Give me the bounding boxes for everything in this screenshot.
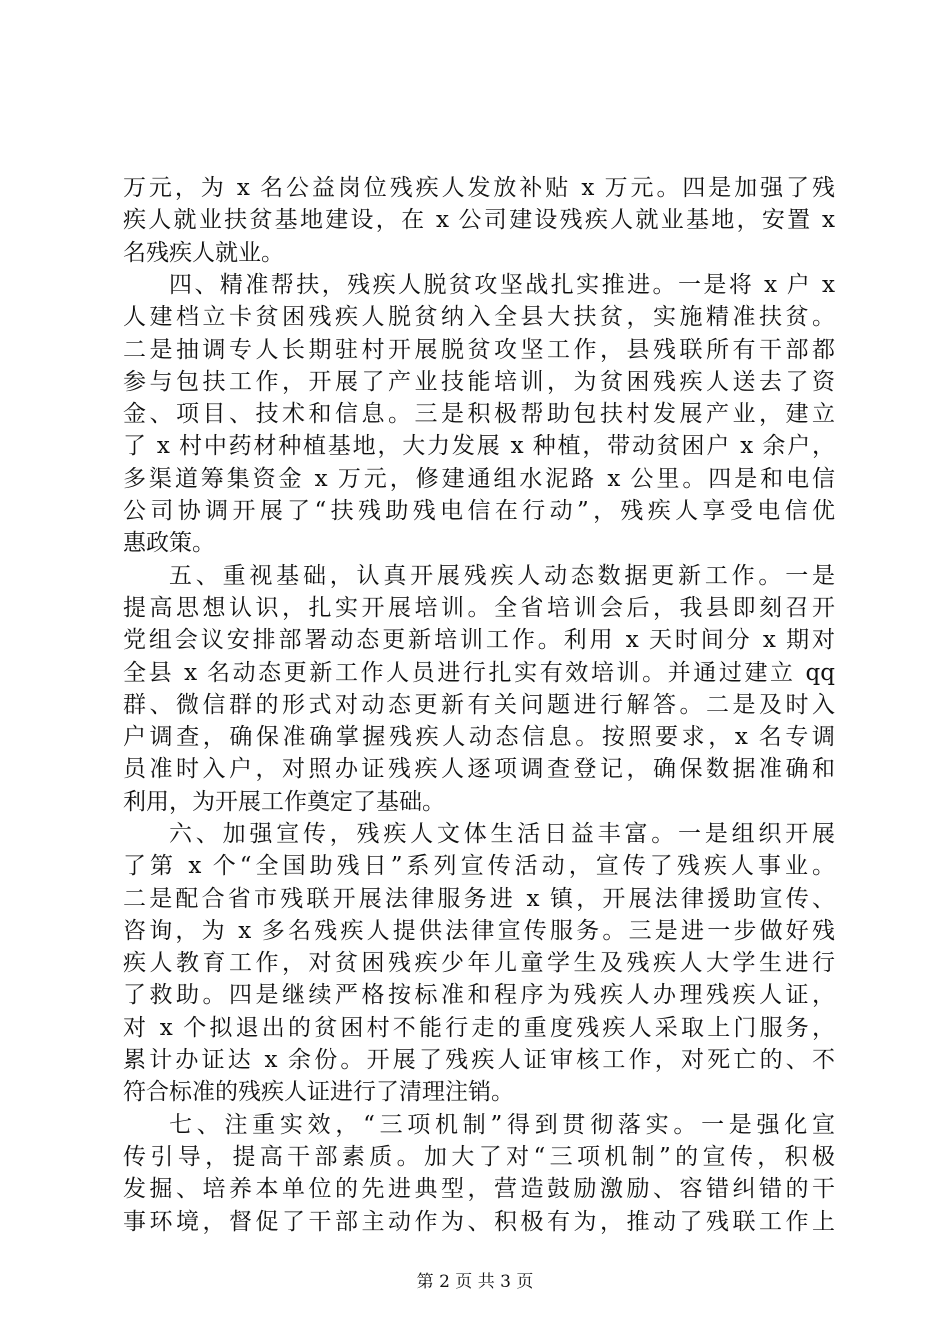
text-line: 事环境，督促了干部主动作为、积极有为，推动了残联工作上 — [123, 1209, 835, 1235]
text-line: 党组会议安排部署动态更新培训工作。利用 x 天时间分 x 期对 — [123, 627, 835, 653]
text-line: 对 x 个拟退出的贫困村不能行走的重度残疾人采取上门服务， — [123, 1015, 835, 1041]
text-line: 符合标准的残疾人证进行了清理注销。 — [123, 1079, 514, 1105]
text-line: 提高思想认识，扎实开展培训。全省培训会后，我县即刻召开 — [123, 595, 835, 621]
text-line: 了第 x 个“全国助残日”系列宣传活动，宣传了残疾人事业。 — [123, 853, 835, 879]
page-footer: 第 2 页 共 3 页 — [416, 1272, 534, 1292]
text-line: 五、重视基础，认真开展残疾人动态数据更新工作。一是 — [169, 563, 835, 589]
text-line: 公司协调开展了“扶残助残电信在行动”，残疾人享受电信优 — [123, 498, 835, 524]
text-line: 二是配合省市残联开展法律服务进 x 镇，开展法律援助宣传、 — [123, 886, 835, 912]
text-line: 了救助。四是继续严格按标准和程序为残疾人办理残疾人证， — [123, 982, 835, 1008]
text-line: 群、微信群的形式对动态更新有关问题进行解答。二是及时入 — [123, 692, 835, 718]
text-line: 了 x 村中药材种植基地，大力发展 x 种植，带动贫困户 x 余户， — [123, 433, 835, 459]
text-line: 发掘、培养本单位的先进典型，营造鼓励激励、容错纠错的干 — [123, 1176, 835, 1202]
text-line: 疾人就业扶贫基地建设，在 x 公司建设残疾人就业基地，安置 x — [123, 207, 835, 233]
text-line: 利用，为开展工作奠定了基础。 — [123, 789, 445, 815]
text-line: 万元，为 x 名公益岗位残疾人发放补贴 x 万元。四是加强了残 — [123, 175, 835, 201]
text-line: 咨询，为 x 多名残疾人提供法律宣传服务。三是进一步做好残 — [123, 918, 835, 944]
text-line: 名残疾人就业。 — [123, 240, 284, 266]
text-line: 惠政策。 — [123, 530, 215, 556]
text-line: 传引导，提高干部素质。加大了对“三项机制”的宣传，积极 — [123, 1144, 835, 1170]
text-line: 七、注重实效，“三项机制”得到贯彻落实。一是强化宣 — [169, 1112, 835, 1138]
text-line: 多渠道筹集资金 x 万元，修建通组水泥路 x 公里。四是和电信 — [123, 466, 835, 492]
text-line: 员准时入户，对照办证残疾人逐项调查登记，确保数据准确和 — [123, 756, 835, 782]
text-line: 全县 x 名动态更新工作人员进行扎实有效培训。并通过建立 qq — [123, 660, 835, 686]
text-line: 四、精准帮扶，残疾人脱贫攻坚战扎实推进。一是将 x 户 x — [169, 272, 835, 298]
text-line: 人建档立卡贫困残疾人脱贫纳入全县大扶贫，实施精准扶贫。 — [123, 304, 835, 330]
text-line: 参与包扶工作，开展了产业技能培训，为贫困残疾人送去了资 — [123, 369, 835, 395]
text-line: 疾人教育工作，对贫困残疾少年儿童学生及残疾人大学生进行 — [123, 950, 835, 976]
text-line: 户调查，确保准确掌握残疾人动态信息。按照要求，x 名专调 — [123, 724, 835, 750]
text-line: 金、项目、技术和信息。三是积极帮助包扶村发展产业，建立 — [123, 401, 835, 427]
text-line: 累计办证达 x 余份。开展了残疾人证审核工作，对死亡的、不 — [123, 1047, 835, 1073]
text-line: 二是抽调专人长期驻村开展脱贫攻坚工作，县残联所有干部都 — [123, 337, 835, 363]
text-line: 六、加强宣传，残疾人文体生活日益丰富。一是组织开展 — [169, 821, 835, 847]
